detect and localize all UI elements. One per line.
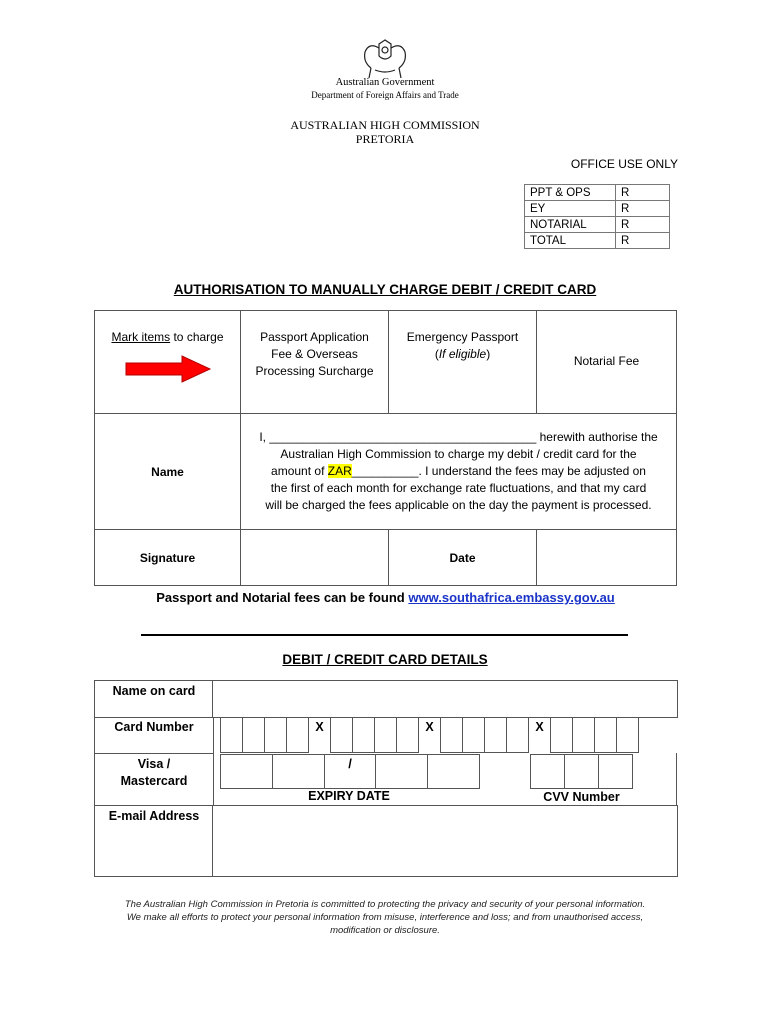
auth-line3c: __________. I understand the fees may be adjusted on: [351, 464, 646, 478]
card-digit-box[interactable]: [572, 717, 595, 753]
fee-value[interactable]: R: [616, 233, 670, 249]
notarial-fee-option[interactable]: [537, 311, 677, 414]
authorisation-text[interactable]: [241, 414, 677, 530]
card-digit-box[interactable]: [506, 717, 529, 753]
name-on-card-field[interactable]: [212, 680, 678, 718]
visa-row-border: [488, 753, 677, 805]
auth-line3a: amount of: [271, 464, 328, 478]
commission-city: PRETORIA: [355, 132, 415, 146]
commission-name: AUSTRALIAN HIGH COMMISSION: [290, 118, 480, 132]
coat-of-arms-icon: [355, 38, 415, 80]
footer-line2: We make all efforts to protect your personal information from misuse, interference and loss; and from unauthorised access,: [126, 912, 644, 923]
government-name: Australian Government: [335, 77, 435, 88]
footer-line3: modification or disclosure.: [330, 925, 440, 936]
signature-field[interactable]: [241, 530, 389, 586]
card-digit-box[interactable]: [286, 717, 309, 753]
office-use-label: OFFICE USE ONLY: [570, 157, 678, 171]
authorisation-table: [94, 310, 677, 586]
fee-value[interactable]: R: [616, 217, 670, 233]
passport-fee-line1: Passport Application: [260, 330, 369, 344]
expiry-date-label: EXPIRY DATE: [308, 789, 390, 803]
emergency-line2: If eligible: [438, 347, 487, 361]
signature-label: Signature: [95, 530, 241, 586]
card-details-title: DEBIT / CREDIT CARD DETAILS: [282, 652, 488, 667]
card-digit-box[interactable]: [484, 717, 507, 753]
right-arrow-icon: [124, 354, 212, 384]
emergency-passport-option[interactable]: Emergency Passport (If eligible): [389, 311, 537, 414]
card-number-separator: X: [425, 720, 434, 734]
expiry-box[interactable]: [427, 754, 480, 789]
card-digit-box[interactable]: [550, 717, 573, 753]
date-field[interactable]: [537, 530, 677, 586]
privacy-footer: [80, 898, 690, 937]
card-digit-box[interactable]: [374, 717, 397, 753]
table-row: [95, 311, 677, 414]
emergency-line1: Emergency Passport: [406, 330, 519, 344]
expiry-box[interactable]: [272, 754, 325, 789]
card-number-text: Card Number: [114, 720, 194, 734]
table-row: [95, 530, 677, 586]
mark-items-label: Mark items: [111, 330, 171, 344]
card-details-section: [94, 680, 677, 876]
expiry-box[interactable]: [375, 754, 428, 789]
table-row: [525, 217, 670, 233]
email-text: E-mail Address: [108, 809, 200, 823]
name-label: Name: [95, 414, 241, 530]
fee-label: TOTAL: [525, 233, 616, 249]
card-digit-box[interactable]: [264, 717, 287, 753]
card-digit-box[interactable]: [396, 717, 419, 753]
fee-label: NOTARIAL: [525, 217, 616, 233]
notarial-label: Notarial Fee: [573, 354, 640, 368]
passport-fee-line2: Fee & Overseas: [271, 347, 358, 361]
card-digit-box[interactable]: [220, 717, 243, 753]
divider: [141, 634, 628, 636]
card-number-label: [94, 717, 214, 754]
email-label: [94, 805, 214, 877]
government-header: [250, 76, 520, 102]
fees-note: [94, 590, 677, 605]
expiry-box[interactable]: [220, 754, 273, 789]
auth-line4: the first of each month for exchange rate fluctuations, and that my card: [270, 481, 647, 495]
table-row: [95, 414, 677, 530]
visa-mastercard-label: [94, 753, 214, 808]
card-digit-box[interactable]: [242, 717, 265, 753]
email-field[interactable]: [212, 805, 678, 877]
card-digit-box[interactable]: [594, 717, 617, 753]
name-on-card-text: Name on card: [112, 684, 196, 698]
passport-fee-line3: Processing Surcharge: [255, 364, 374, 378]
visa-text: Visa /: [137, 757, 171, 771]
card-digit-box[interactable]: [616, 717, 639, 753]
fee-value[interactable]: R: [616, 185, 670, 201]
mark-items-cell: [95, 311, 241, 414]
table-row: [525, 233, 670, 249]
fees-note-text: Passport and Notarial fees can be found: [156, 590, 409, 605]
fee-label: PPT & OPS: [525, 185, 616, 201]
auth-line1: I, ________________________________________ herewith authorise the: [259, 430, 658, 444]
zar-highlight: ZAR: [327, 464, 352, 478]
mark-items-suffix: to charge: [170, 330, 224, 344]
fee-label: EY: [525, 201, 616, 217]
fee-value[interactable]: R: [616, 201, 670, 217]
office-use-table: [524, 184, 670, 249]
expiry-separator: /: [324, 754, 376, 789]
card-digit-box[interactable]: [462, 717, 485, 753]
card-digit-box[interactable]: [330, 717, 353, 753]
auth-line2: Australian High Commission to charge my debit / credit card for the: [280, 447, 637, 461]
name-on-card-label: [94, 680, 214, 718]
cvv-label: CVV Number: [543, 790, 620, 804]
card-digit-box[interactable]: [440, 717, 463, 753]
form-title: AUTHORISATION TO MANUALLY CHARGE DEBIT / CREDIT CARD: [173, 282, 597, 297]
date-label: Date: [389, 530, 537, 586]
embassy-link[interactable]: www.southafrica.embassy.gov.au: [408, 590, 615, 605]
table-row: [525, 185, 670, 201]
table-row: [525, 201, 670, 217]
card-number-separator: X: [535, 720, 544, 734]
footer-line1: The Australian High Commission in Pretoria is committed to protecting the privacy and security of your personal information.: [124, 899, 646, 910]
mastercard-text: Mastercard: [120, 774, 188, 788]
auth-line5: will be charged the fees applicable on the day the payment is processed.: [265, 498, 652, 512]
department-name: Department of Foreign Affairs and Trade: [311, 90, 459, 100]
commission-heading: [220, 118, 550, 146]
passport-fee-option[interactable]: [241, 311, 389, 414]
card-digit-box[interactable]: [352, 717, 375, 753]
card-number-separator: X: [315, 720, 324, 734]
